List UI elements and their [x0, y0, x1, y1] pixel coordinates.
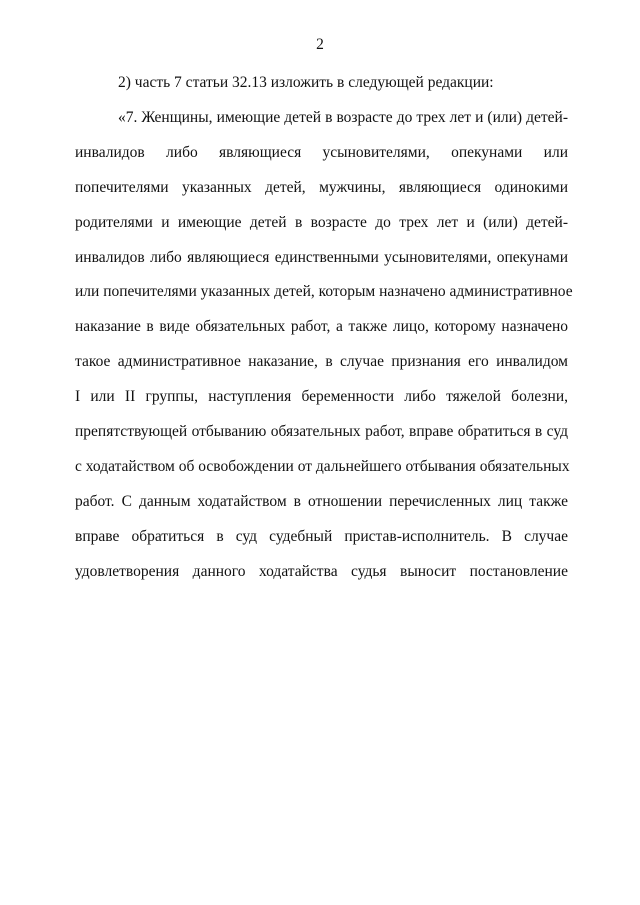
text-line: инвалидов либо являющиеся усыновителями, опекунами или — [75, 143, 568, 161]
amendment-lead-line: 2) часть 7 статьи 32.13 изложить в следующей редакции: — [118, 74, 494, 91]
text-line: инвалидов либо являющиеся единственными усыновителями, опекунами — [75, 248, 568, 266]
text-line: родителями и имеющие детей в возрасте до трех лет и (или) детей- — [75, 213, 568, 231]
text-line: «7. Женщины, имеющие детей в возрасте до трех лет и (или) детей- — [118, 109, 568, 126]
text-line: или попечителями указанных детей, которым назначено административное — [75, 283, 573, 301]
text-line: I или II группы, наступления беременности либо тяжелой болезни, — [75, 388, 568, 406]
amendment-text-block — [75, 109, 573, 597]
page-number: 2 — [316, 36, 324, 53]
text-line: препятствующей отбыванию обязательных работ, вправе обратиться в суд — [75, 423, 568, 441]
text-line: работ. С данным ходатайством в отношении перечисленных лиц также — [75, 492, 568, 510]
text-line: с ходатайством об освобождении от дальнейшего отбывания обязательных — [75, 457, 570, 475]
text-line: вправе обратиться в суд судебный пристав-исполнитель. В случае — [75, 527, 568, 545]
text-line: наказание в виде обязательных работ, а также лицо, которому назначено — [75, 318, 568, 336]
text-line: такое административное наказание, в случае признания его инвалидом — [75, 353, 568, 371]
text-line: удовлетворения данного ходатайства судья выносит постановление — [75, 562, 568, 580]
text-line: попечителями указанных детей, мужчины, являющиеся одинокими — [75, 178, 568, 196]
